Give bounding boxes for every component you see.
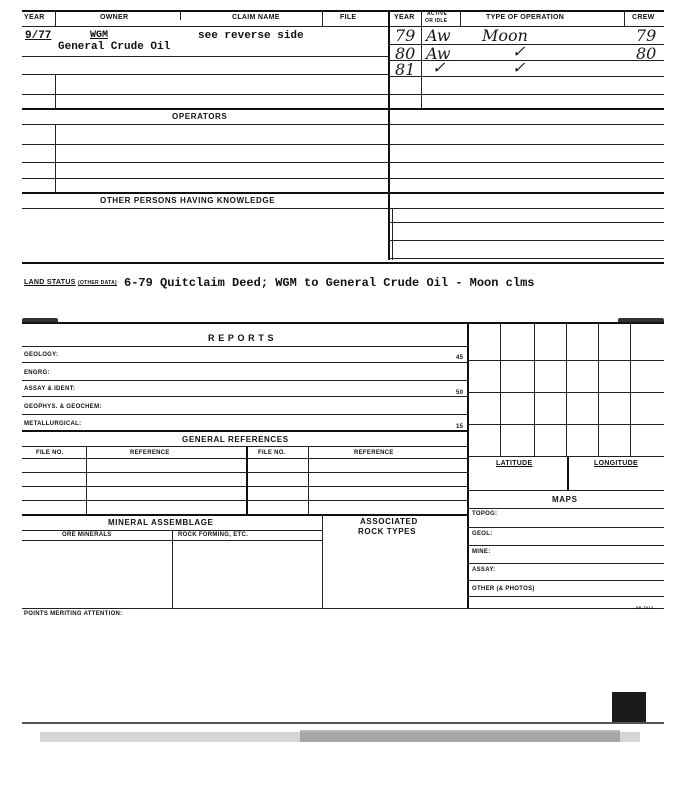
reports-title: R E P O R T S xyxy=(208,333,275,343)
row-rule xyxy=(22,208,388,209)
maps-title: MAPS xyxy=(552,495,578,504)
row-rule xyxy=(22,94,388,95)
land-status-text: 6-79 Quitclaim Deed; WGM to General Crude Oil - Moon clms xyxy=(124,276,535,290)
map-geol: GEOL: xyxy=(472,531,493,537)
col-sep xyxy=(308,446,309,514)
row-rule xyxy=(22,458,468,459)
activity-row-1-year: 79 xyxy=(395,26,416,45)
row-rule xyxy=(388,162,664,163)
owner-name: WGM xyxy=(90,30,109,41)
row-rule xyxy=(388,240,664,241)
col-sep xyxy=(246,446,248,514)
owner-year: 9/77 xyxy=(25,30,52,42)
row-rule xyxy=(22,74,388,75)
section-rule xyxy=(22,430,468,432)
report-metallurgical-num: 15 xyxy=(456,424,464,430)
top-rule xyxy=(22,10,664,12)
grid-sep xyxy=(566,322,567,456)
activity-row-2-year: 80 xyxy=(395,44,416,63)
activity-row-1-status: Aw xyxy=(426,26,451,45)
row-rule xyxy=(388,94,664,95)
claim-name-value: see reverse side xyxy=(198,30,304,42)
row-rule xyxy=(388,76,664,77)
ref-reference-1: REFERENCE xyxy=(130,450,170,456)
ore-minerals-header: ORE MINERALS xyxy=(62,532,112,538)
form-number: SF 7812 xyxy=(636,605,654,610)
row-rule xyxy=(22,414,468,415)
activity-row-2-operation: ✓ xyxy=(512,42,526,61)
header-or-idle: OR IDLE xyxy=(425,18,448,24)
reports-bottom-rule xyxy=(22,608,664,609)
report-assay: ASSAY & IDENT: xyxy=(24,386,76,392)
row-rule xyxy=(388,144,664,145)
points-meriting-attention: POINTS MERITING ATTENTION: xyxy=(24,611,123,617)
activity-row-1-operation: Moon xyxy=(482,26,528,45)
header-owner: OWNER xyxy=(100,14,129,21)
col-sep xyxy=(55,124,56,192)
report-metallurgical: METALLURGICAL: xyxy=(24,421,82,427)
land-status-sublabel: (OTHER DATA) xyxy=(78,280,117,286)
other-persons-title: OTHER PERSONS HAVING KNOWLEDGE xyxy=(100,196,276,205)
section-rule xyxy=(22,192,388,194)
grid-rule xyxy=(467,490,664,491)
row-rule xyxy=(22,362,468,363)
report-geophys: GEOPHYS. & GEOCHEM: xyxy=(24,404,102,410)
row-rule xyxy=(388,178,664,179)
grid-rule xyxy=(467,456,664,457)
row-rule xyxy=(22,446,468,447)
grid-sep xyxy=(500,322,501,456)
row-rule xyxy=(467,596,664,597)
activity-row-3-status: ✓ xyxy=(432,58,446,77)
col-sep xyxy=(421,26,422,108)
col-sep xyxy=(460,10,461,26)
report-engrg: ENGRG: xyxy=(24,370,50,376)
col-sep xyxy=(322,10,323,26)
row-rule xyxy=(22,500,468,501)
latitude-label: LATITUDE xyxy=(496,460,533,467)
row-rule xyxy=(467,508,664,509)
row-rule xyxy=(467,580,664,581)
grid-rule xyxy=(467,424,664,425)
land-status-label: LAND STATUS xyxy=(24,279,76,286)
header-bottom-rule xyxy=(22,26,664,27)
map-topog: TOPOG: xyxy=(472,511,498,517)
col-sep xyxy=(55,74,56,108)
row-rule xyxy=(22,346,468,347)
col-sep xyxy=(392,208,393,260)
row-rule xyxy=(22,144,388,145)
row-rule xyxy=(22,56,388,57)
section-rule xyxy=(388,108,664,110)
coords-sep xyxy=(567,456,569,490)
row-rule xyxy=(22,178,388,179)
header-year: YEAR xyxy=(24,14,45,21)
rock-forming-header: ROCK FORMING, ETC. xyxy=(178,532,249,538)
header-active: ACTIVE xyxy=(427,11,448,17)
grid-rule xyxy=(467,392,664,393)
col-sep xyxy=(180,10,181,20)
row-rule xyxy=(467,527,664,528)
report-geology: GEOLOGY: xyxy=(24,352,59,358)
row-rule xyxy=(22,486,468,487)
report-geology-num: 45 xyxy=(456,355,464,361)
col-sep xyxy=(624,10,625,26)
row-rule xyxy=(22,380,468,381)
row-rule xyxy=(22,162,388,163)
ref-file-no-1: FILE NO. xyxy=(36,450,64,456)
grid-sep xyxy=(630,322,631,456)
row-rule xyxy=(388,222,664,223)
ref-reference-2: REFERENCE xyxy=(354,450,394,456)
activity-row-3-year: 81 xyxy=(395,60,416,79)
owner-name-line2: General Crude Oil xyxy=(58,41,171,53)
col-sep xyxy=(86,446,87,514)
scan-artifact-block xyxy=(612,692,646,722)
longitude-label: LONGITUDE xyxy=(594,460,638,467)
row-rule xyxy=(388,208,664,209)
map-assay: ASSAY: xyxy=(472,567,496,573)
mineral-assemblage-title: MINERAL ASSEMBLAGE xyxy=(108,518,214,527)
row-rule xyxy=(22,124,388,125)
ref-file-no-2: FILE NO. xyxy=(258,450,286,456)
col-sep xyxy=(55,10,56,26)
scan-artifact-band xyxy=(300,730,620,742)
grid-sep xyxy=(534,322,535,456)
operators-title: OPERATORS xyxy=(172,112,228,121)
activity-row-2-crew: 80 xyxy=(636,44,657,63)
row-rule xyxy=(467,563,664,564)
activity-row-1-crew: 79 xyxy=(636,26,657,45)
activity-row-2-status: Aw xyxy=(426,44,451,63)
row-rule xyxy=(22,396,468,397)
land-status-rule xyxy=(22,262,664,264)
col-sep xyxy=(322,514,323,608)
col-sep xyxy=(421,10,422,26)
grid-sep xyxy=(598,322,599,456)
header-year-2: YEAR xyxy=(394,14,415,21)
associated-title-1: ASSOCIATED xyxy=(360,517,418,526)
section-rule xyxy=(22,514,468,516)
associated-title-2: ROCK TYPES xyxy=(358,527,417,536)
grid-rule xyxy=(467,360,664,361)
header-file: FILE xyxy=(340,14,357,21)
row-rule xyxy=(467,545,664,546)
map-other: OTHER (& PHOTOS) xyxy=(472,586,535,592)
reports-right-divider xyxy=(467,322,469,608)
col-sep xyxy=(172,530,173,608)
reports-top-rule xyxy=(22,322,664,324)
row-rule xyxy=(388,124,664,125)
row-rule xyxy=(388,258,664,259)
activity-row-3-operation: ✓ xyxy=(512,58,526,77)
scan-artifact-line xyxy=(22,722,664,724)
header-claim-name: CLAIM NAME xyxy=(232,14,280,21)
section-rule xyxy=(388,192,664,194)
report-assay-num: 50 xyxy=(456,390,464,396)
header-crew: CREW xyxy=(632,14,655,21)
section-rule xyxy=(22,108,388,110)
general-references-title: GENERAL REFERENCES xyxy=(182,435,289,444)
header-type-of-operation: TYPE OF OPERATION xyxy=(486,14,565,21)
row-rule xyxy=(22,472,468,473)
map-mine: MINE: xyxy=(472,549,491,555)
